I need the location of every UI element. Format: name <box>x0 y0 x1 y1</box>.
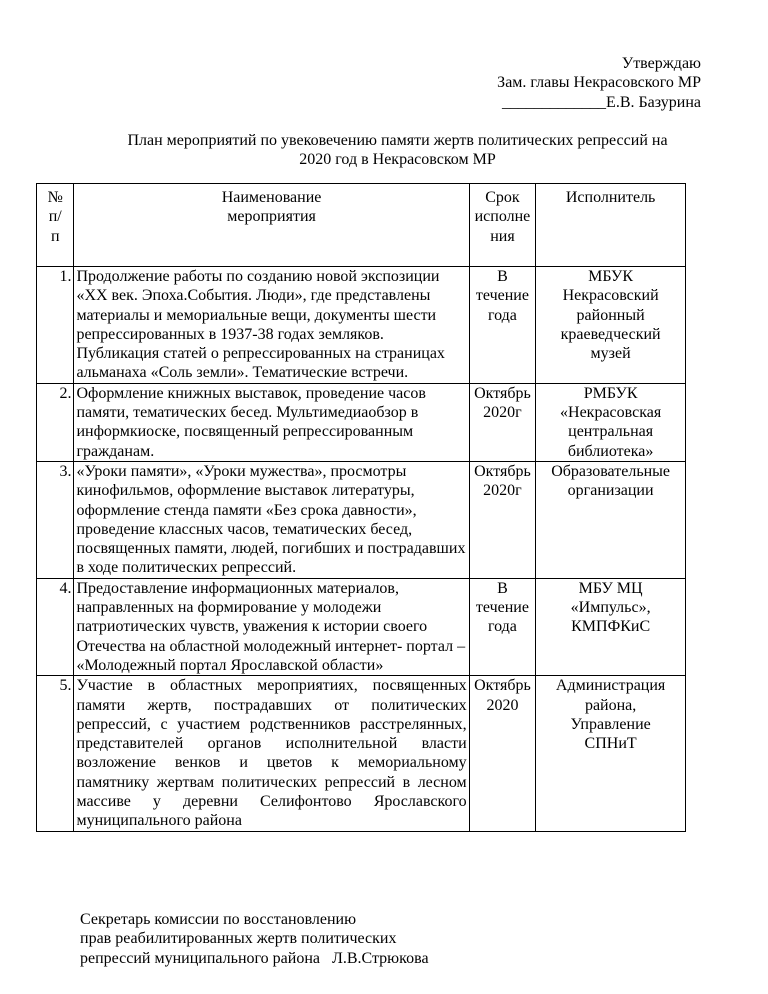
executor-line: музей <box>590 345 631 363</box>
table-row <box>37 461 686 578</box>
header-number-line: № <box>47 189 63 206</box>
executor-line: района, <box>584 696 637 714</box>
event-deadline <box>469 383 536 461</box>
executor-line: МБУК <box>588 268 634 285</box>
table-row <box>37 383 686 461</box>
header-deadline-line: исполне <box>474 208 531 226</box>
approver-signature-line: _____________Е.В. Базурина <box>502 93 701 111</box>
header-number <box>37 184 74 267</box>
deadline-line: года <box>487 306 517 324</box>
executor-line: краеведческий <box>560 325 661 343</box>
event-executor <box>536 383 686 461</box>
header-executor <box>536 184 686 267</box>
header-number-line: п <box>50 227 60 245</box>
secretary-line: Секретарь комиссии по восстановлению <box>80 911 357 928</box>
executor-line: центральная <box>568 423 654 441</box>
approval-block <box>497 54 701 112</box>
table-row <box>37 267 686 384</box>
header-number-line: п/ <box>48 208 62 226</box>
deadline-line: течение <box>475 287 529 305</box>
event-executor <box>536 676 686 831</box>
event-executor <box>536 578 686 675</box>
executor-line: организации <box>567 482 654 500</box>
deadline-line: течение <box>475 599 529 617</box>
deadline-line: Октябрь <box>474 462 531 480</box>
approval-heading: Утверждаю <box>621 55 701 72</box>
event-description: «Уроки памяти», «Уроки мужества», просмотры кинофильмов, оформление выставок литературы, оформление стенда памяти «Без срока давности», проведение классных часов, тематических бесед, посвященных памяти, людей, погибших и пострадавших в ходе политических репрессий. <box>74 461 469 578</box>
event-deadline <box>469 676 536 831</box>
document-title <box>60 131 735 170</box>
secretary-line: прав реабилитированных жертв политических <box>80 930 397 948</box>
deadline-line: 2020г <box>483 404 522 422</box>
secretary-line: репрессий муниципального района Л.В.Стрюкова <box>80 949 429 967</box>
row-number: 2. <box>37 383 74 461</box>
deadline-line: 2020 <box>486 696 519 714</box>
deadline-line: года <box>487 618 517 636</box>
header-event-name-line: Наименование <box>221 189 322 206</box>
table-row <box>37 578 686 675</box>
executor-line: «Импульс», <box>570 599 651 617</box>
event-deadline <box>469 461 536 578</box>
header-deadline-line: ния <box>490 227 515 245</box>
secretary-signature-block <box>80 910 429 968</box>
deadline-line: 2020г <box>483 482 522 500</box>
row-number: 5. <box>37 676 74 831</box>
event-executor <box>536 461 686 578</box>
executor-line: Администрация <box>555 677 666 695</box>
event-description: Оформление книжных выставок, проведение часов памяти, тематических бесед. Мультимедиаобзор в информкиоске, посвященный репрессированным гражданам. <box>74 383 469 461</box>
executor-line: библиотека» <box>567 442 654 460</box>
approver-position: Зам. главы Некрасовского МР <box>497 74 701 92</box>
executor-line: РМБУК <box>583 384 638 402</box>
executor-line: Образовательные <box>551 462 671 480</box>
executor-line: КМПФКиС <box>571 618 651 636</box>
event-deadline <box>469 267 536 384</box>
deadline-line: В <box>497 579 508 597</box>
header-deadline <box>469 184 536 267</box>
executor-line: Управление <box>570 715 651 733</box>
table-row <box>37 676 686 831</box>
event-description: Предоставление информационных материалов, направленных на формирование у молодежи патриотических чувств, уважения к истории своего Отечества на областной молодежный интернет- портал – «Молодежный портал Ярославской области» <box>74 578 469 675</box>
executor-line: МБУ МЦ <box>578 579 643 597</box>
document-title-line: 2020 год в Некрасовском МР <box>299 151 496 169</box>
executor-line: СПНиТ <box>584 735 637 753</box>
header-event-name-line: мероприятия <box>227 208 316 226</box>
row-number: 3. <box>37 461 74 578</box>
header-executor-line: Исполнитель <box>565 189 656 206</box>
executor-line: районный <box>576 306 645 324</box>
executor-line: «Некрасовская <box>560 404 662 422</box>
event-description: Продолжение работы по созданию новой экспозиции «XX век. Эпоха.События. Люди», где представлены материалы и мемориальные вещи, документы шести репрессированных в 1937-38 годах земляков. Публикация статей о репрессированных на страницах альманаха «Соль земли». Тематические встречи. <box>74 267 469 384</box>
deadline-line: Октябрь <box>474 677 531 695</box>
event-description: Участие в областных мероприятиях, посвященных памяти жертв, пострадавших от политических репрессий, с участием родственников расстрелянных, представителей органов исполнительной власти возложение венков и цветов к мемориальному памятнику жертвам политических репрессий в лесном массиве у деревни Селифонтово Ярославского муниципального района <box>74 676 469 831</box>
row-number: 1. <box>37 267 74 384</box>
deadline-line: Октябрь <box>474 384 531 402</box>
event-executor <box>536 267 686 384</box>
events-plan-table <box>36 183 686 832</box>
table-header-row <box>37 184 686 267</box>
header-event-name <box>74 184 469 267</box>
event-deadline <box>469 578 536 675</box>
row-number: 4. <box>37 578 74 675</box>
document-title-line: План мероприятий по увековечению памяти жертв политических репрессий на <box>127 132 668 149</box>
deadline-line: В <box>497 268 508 285</box>
executor-line: Некрасовский <box>562 287 659 305</box>
header-deadline-line: Срок <box>485 189 520 206</box>
